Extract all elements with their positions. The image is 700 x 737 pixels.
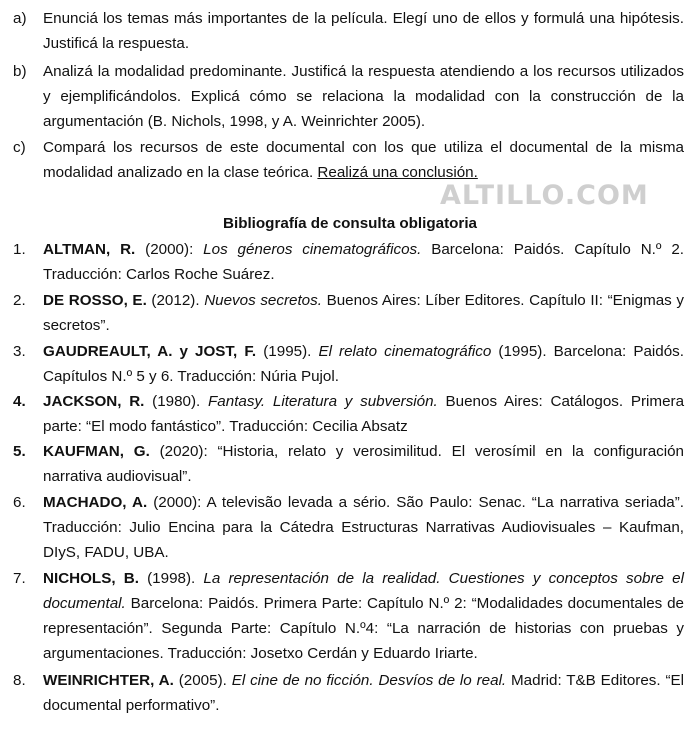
question-marker: c)	[13, 139, 26, 156]
entry-number: 6.	[13, 494, 26, 511]
entry-details: Buenos Aires: Catálogos. Primera parte: “El modo fantástico”. Traducción: Cecilia Absatz	[43, 393, 685, 435]
entry-text	[43, 237, 684, 287]
entry-number: 5.	[13, 443, 26, 460]
entry-number: 3.	[13, 343, 26, 360]
entry-details: Madrid: T&B Editores. “El documental performativo”.	[43, 672, 685, 714]
entry-number: 7.	[13, 570, 26, 587]
entry-details: Barcelona: Paidós. Capítulo N.º 2. Traducción: Carlos Roche Suárez.	[43, 241, 684, 283]
entry-text	[43, 439, 684, 489]
entry-text	[43, 490, 684, 565]
entry-year: (1998).	[138, 570, 204, 587]
entry-number: 4.	[13, 393, 26, 410]
entry-title: La representación de la realidad. Cuestiones y conceptos sobre el documental.	[43, 570, 684, 612]
entry-details: (1995). Barcelona: Paidós. Capítulos N.º 5 y 6. Traducción: Núria Pujol.	[43, 343, 684, 385]
conclusion-instruction: Realizá una conclusión.	[317, 164, 478, 181]
entry-author: ALTMAN, R.	[43, 241, 136, 258]
entry-year: (1980).	[144, 393, 209, 410]
entry-number: 2.	[13, 292, 26, 309]
entry-text	[43, 668, 684, 718]
entry-author: NICHOLS, B.	[43, 570, 139, 587]
question-marker: b)	[13, 63, 27, 80]
entry-author: KAUFMAN, G.	[43, 443, 150, 460]
watermark-text: ALTILLO.COM	[440, 180, 649, 211]
bibliography-heading: Bibliografía de consulta obligatoria	[223, 215, 477, 232]
question-text-main: Compará los recursos de este documental con los que utiliza el documental de la misma modalidad analizado en la clase teórica.	[43, 139, 684, 181]
entry-number: 8.	[13, 672, 26, 689]
entry-year: (2005).	[173, 672, 232, 689]
entry-details: “Historia, relato y verosimilitud. El verosímil en la configuración narrativa audiovisual”.	[43, 443, 684, 485]
entry-title: El cine de no ficción. Desvíos de lo real.	[231, 672, 507, 689]
question-text: Analizá la modalidad predominante. Justificá la respuesta atendiendo a los recursos utilizados y ejemplificándolos. Explicá cómo se relaciona la modalidad con la construcción de la argumentación (B. Nichols, 1998, y A. Weinrichter 2005).	[43, 63, 684, 130]
entry-details: Barcelona: Paidós. Primera Parte: Capítulo N.º 2: “Modalidades documentales de representación”. Segunda Parte: Capítulo N.º4: “La narración de historias con pruebas y argumentaciones. Traducción: Josetxo Cerdán y Eduardo Iriarte.	[43, 595, 684, 662]
entry-year: (2000):	[147, 494, 207, 511]
entry-details: Buenos Aires: Líber Editores. Capítulo II: “Enigmas y secretos”.	[43, 292, 684, 334]
entry-author: MACHADO, A.	[43, 494, 148, 511]
question-text: Enunciá los temas más importantes de la película. Elegí uno de ellos y formulá una hipótesis. Justificá la respuesta.	[43, 10, 684, 52]
entry-year: (1995).	[256, 343, 319, 360]
entry-text	[43, 566, 684, 666]
entry-author: WEINRICHTER, A.	[43, 672, 174, 689]
entry-text	[43, 339, 684, 389]
entry-year: (2000):	[135, 241, 204, 258]
entry-text	[43, 288, 684, 338]
entry-author: JACKSON, R.	[43, 393, 145, 410]
question-text	[43, 135, 684, 185]
entry-title: Los géneros cinematográficos.	[203, 241, 422, 258]
entry-year: (2020):	[149, 443, 218, 460]
entry-details: A televisão levada a sério. São Paulo: Senac. “La narrativa seriada”. Traducción: Julio Encina para la Cátedra Estructuras Narrativas Audiovisuales – Kaufman, DIyS, FADU, UBA.	[43, 494, 684, 561]
entry-title: Fantasy. Literatura y subversión.	[208, 393, 438, 410]
entry-text	[43, 389, 684, 439]
entry-year: (2012).	[146, 292, 205, 309]
entry-author: DE ROSSO, E.	[43, 292, 147, 309]
entry-number: 1.	[13, 241, 26, 258]
entry-title: Nuevos secretos.	[204, 292, 322, 309]
entry-title: El relato cinematográfico	[318, 343, 492, 360]
question-marker: a)	[13, 10, 27, 27]
entry-author: GAUDREAULT, A. y JOST, F.	[43, 343, 257, 360]
